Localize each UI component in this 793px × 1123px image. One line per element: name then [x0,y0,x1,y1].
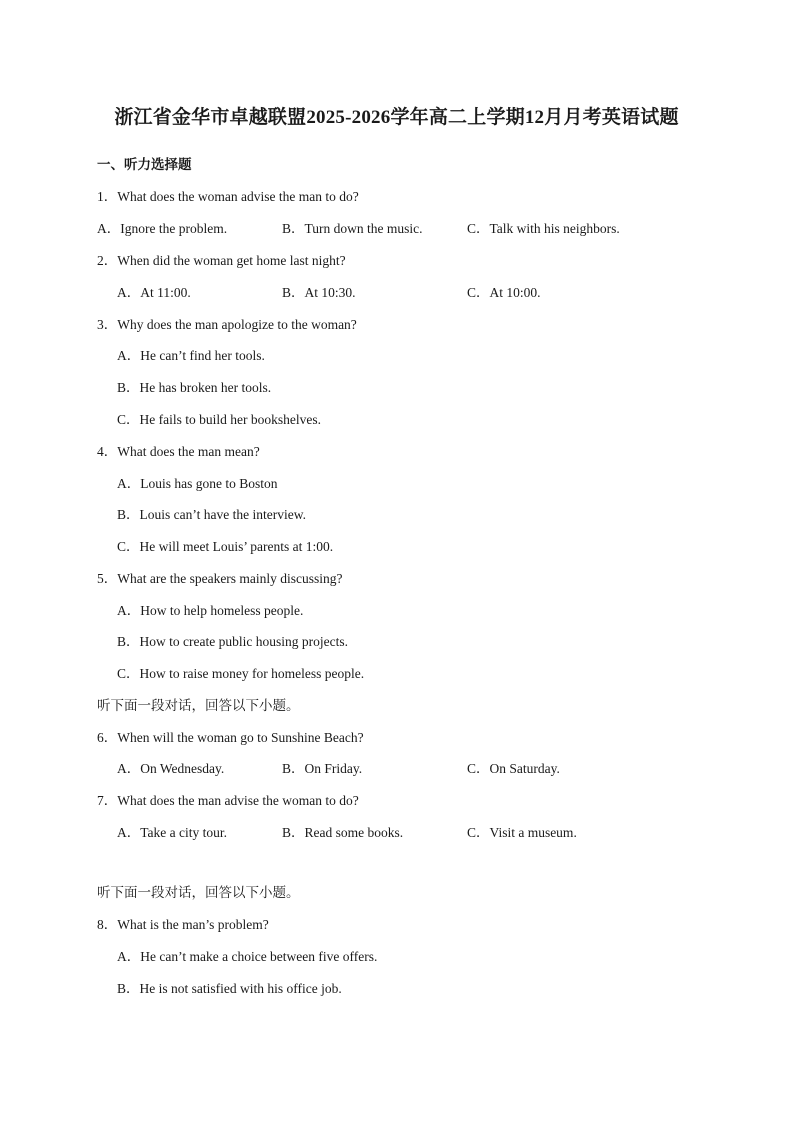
page-title: 浙江省金华市卓越联盟2025-2026学年高二上学期12月月考英语试题 [114,107,679,128]
question-8-stem: 8．What is the man’s problem? [97,917,269,932]
question-7-option-b: B．Read some books. [282,825,404,840]
question-7-options [0,823,793,843]
question-1-options [0,219,793,239]
dialogue-instruction-1: 听下面一段对话，回答以下小题。 [97,698,300,713]
question-4-option-a: A．Louis has gone to Boston [117,476,278,491]
question-2-option-b: B．At 10:30. [282,285,356,300]
question-8-option-a: A．He can’t make a choice between five offers. [117,949,378,964]
question-5-option-a: A．How to help homeless people. [117,603,304,618]
question-4-stem: 4．What does the man mean? [97,444,260,459]
question-3-option-a: A．He can’t find her tools. [117,348,265,363]
question-8-option-b: B．He is not satisfied with his office job. [117,981,342,996]
question-3-option-c: C．He fails to build her bookshelves. [117,412,321,427]
question-7-option-a: A．Take a city tour. [117,825,228,840]
question-1-option-a: A．Ignore the problem. [97,221,228,236]
question-5-option-c: C．How to raise money for homeless people. [117,666,365,681]
question-6-stem: 6．When will the woman go to Sunshine Beach? [97,730,364,745]
question-4-option-c: C．He will meet Louis’ parents at 1:00. [117,539,334,554]
question-3-option-b: B．He has broken her tools. [117,380,272,395]
question-1-option-c: C．Talk with his neighbors. [467,221,620,236]
question-1-option-b: B．Turn down the music. [282,221,423,236]
question-7-stem: 7．What does the man advise the woman to do? [97,793,359,808]
question-2-stem: 2．When did the woman get home last night? [97,253,346,268]
question-6-option-b: B．On Friday. [282,761,363,776]
question-3-stem: 3．Why does the man apologize to the woman? [97,317,357,332]
question-2-option-a: A．At 11:00. [117,285,191,300]
question-2-options [0,283,793,303]
question-6-option-c: C．On Saturday. [467,761,560,776]
question-6-options [0,759,793,779]
question-5-stem: 5．What are the speakers mainly discussing? [97,571,343,586]
question-6-option-a: A．On Wednesday. [117,761,225,776]
question-1-stem: 1．What does the woman advise the man to do? [97,189,359,204]
question-4-option-b: B．Louis can’t have the interview. [117,507,306,522]
question-2-option-c: C．At 10:00. [467,285,541,300]
section-heading-listening: 一、听力选择题 [97,157,192,172]
dialogue-instruction-2: 听下面一段对话，回答以下小题。 [97,885,300,900]
question-7-option-c: C．Visit a museum. [467,825,577,840]
question-5-option-b: B．How to create public housing projects. [117,634,348,649]
